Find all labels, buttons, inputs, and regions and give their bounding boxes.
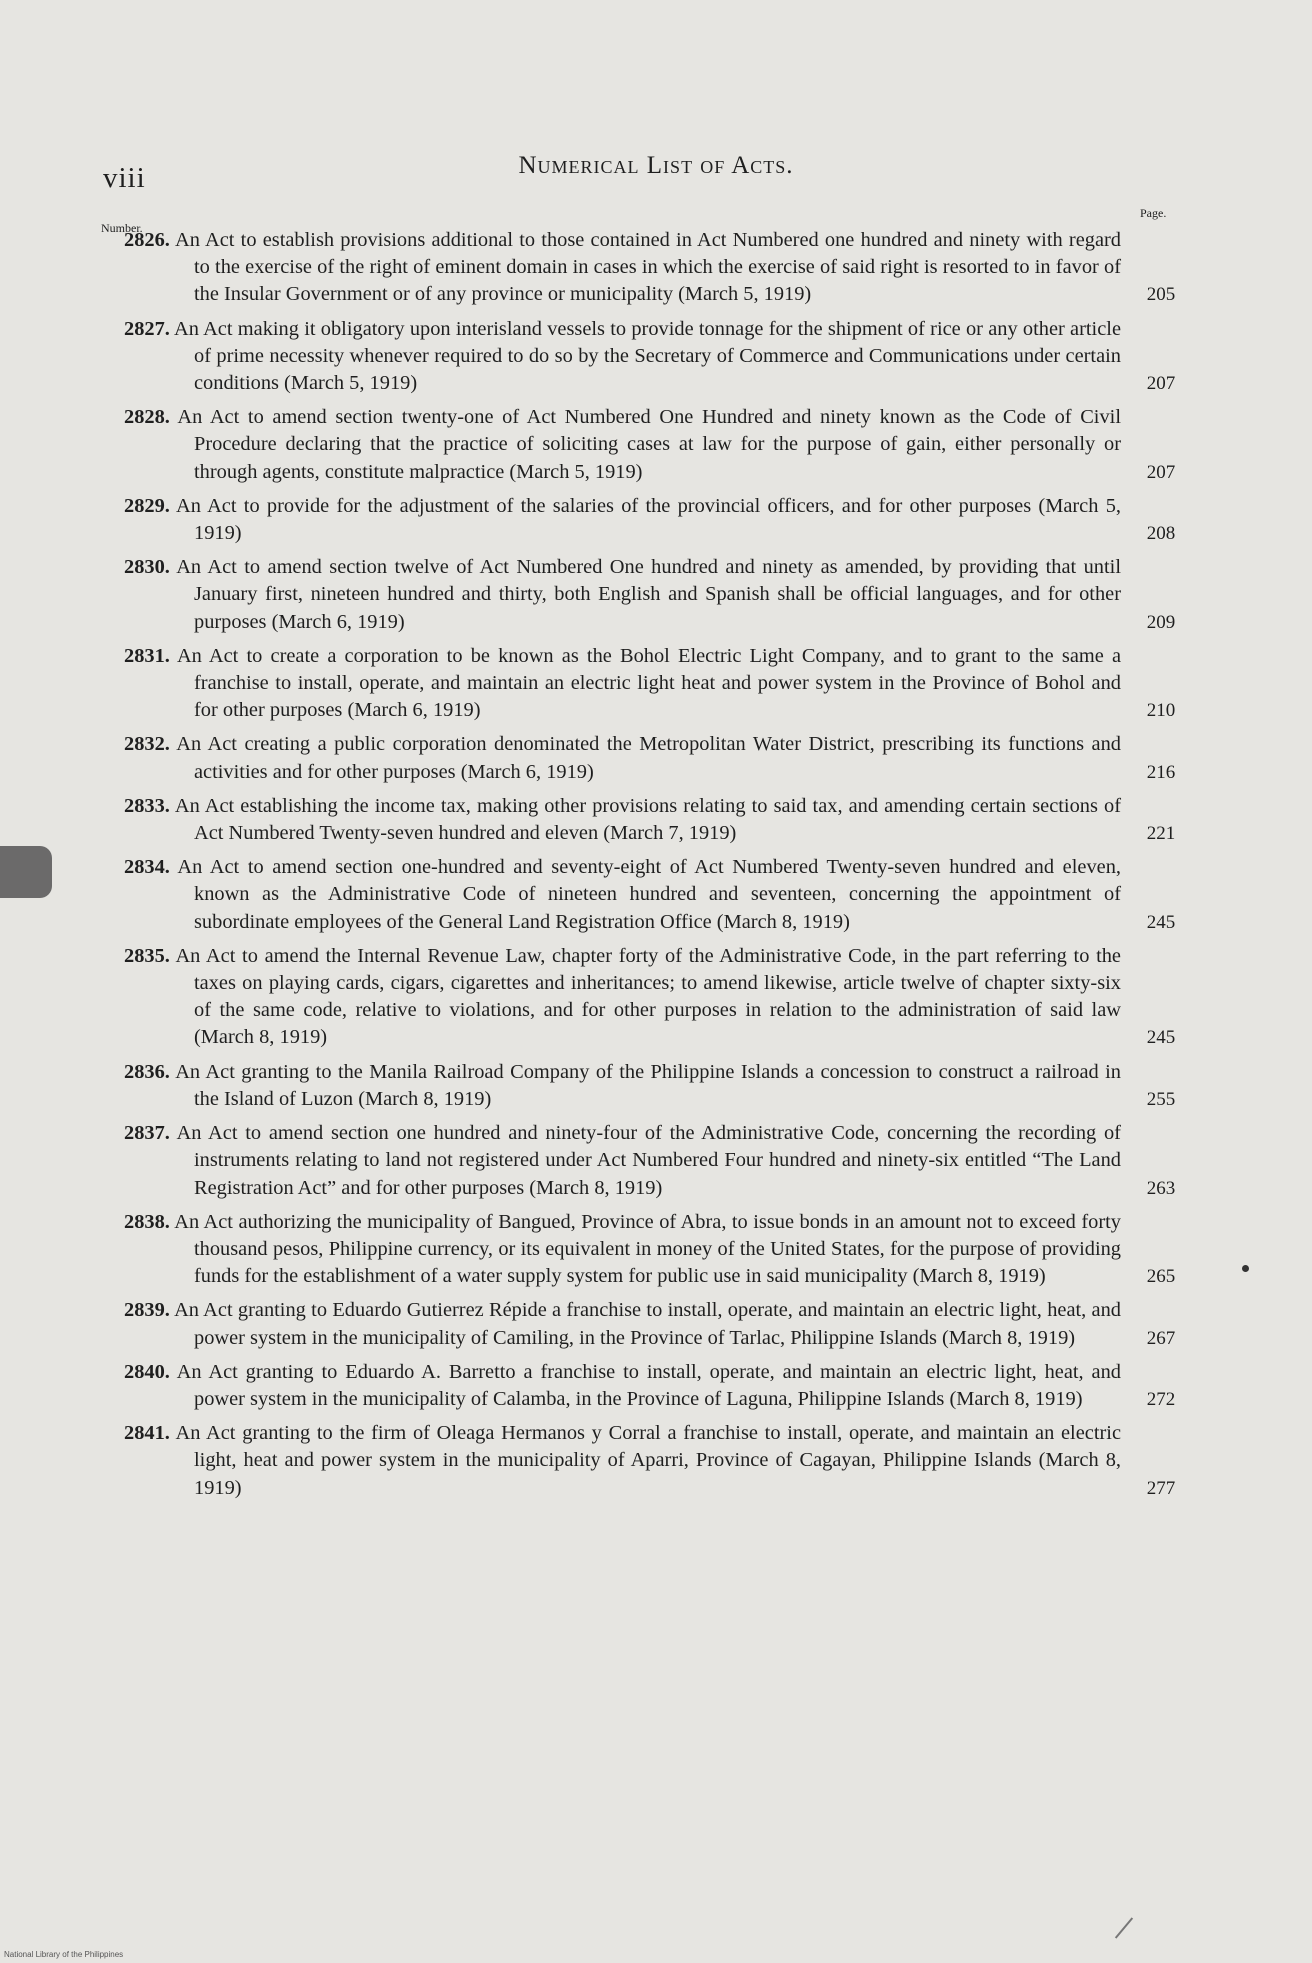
- act-title: An Act establishing the income tax, making other provisions relating to said tax, and amending certain sections of Act Numbered Twenty-seven hundred and eleven (March 7, 1919): [174, 794, 1121, 845]
- act-number: 2832.: [124, 733, 170, 756]
- list-item: [101, 943, 1201, 1052]
- act-title: An Act granting to the Manila Railroad Company of the Philippine Islands a concession to construct a railroad in the Island of Luzon (March 8, 1919): [175, 1060, 1121, 1110]
- act-title: An Act to amend section one-hundred and seventy-eight of Act Numbered Twenty-seven hundred and eleven, known as the Administrative Code of nineteen hundred and seventeen, concerning the appointment of subordinate employees of the General Land Registration Office (March 8, 1919): [177, 856, 1121, 933]
- column-header-number: Number.: [101, 221, 143, 235]
- act-number: 2829.: [124, 494, 170, 517]
- list-item: [101, 316, 1201, 398]
- list-item: [101, 1297, 1201, 1351]
- act-page: 205: [1146, 284, 1176, 306]
- act-number: 2833.: [124, 794, 170, 817]
- act-number: 2838.: [124, 1210, 170, 1233]
- act-number: 2831.: [124, 644, 170, 667]
- act-title: An Act to establish provisions additional to those contained in Act Numbered one hundred and ninety with regard to the exercise of the right of eminent domain in cases in which the exercise of said right is resorted to in favor of the Insular Government or of any province or municipality (March 5, 1919): [174, 229, 1121, 306]
- list-item: [101, 1209, 1201, 1291]
- scan-thumb-mark: [0, 846, 52, 898]
- act-title: An Act authorizing the municipality of Bangued, Province of Abra, to issue bonds in an amount not to exceed forty thousand pesos, Philippine currency, or its equivalent in money of the United States, for the purpose of providing funds for the establishment of a water supply system for public use in said municipality (March 8, 1919): [174, 1210, 1121, 1288]
- act-page: 267: [1146, 1327, 1176, 1349]
- act-number: 2836.: [124, 1060, 170, 1083]
- act-number: 2834.: [124, 856, 170, 879]
- act-title: An Act granting to Eduardo A. Barretto a franchise to install, operate, and maintain an electric light, heat, and power system in the municipality of Calamba, in the Province of Laguna, Philippine Islands (March 8, 1919): [176, 1360, 1121, 1410]
- act-page: 245: [1146, 1027, 1176, 1049]
- act-number: 2840.: [124, 1360, 170, 1383]
- list-item: [101, 731, 1201, 785]
- act-number: 2826.: [124, 229, 170, 251]
- list-item: [101, 1059, 1201, 1113]
- page-title: Numerical List of Acts.: [518, 152, 794, 179]
- act-number: 2835.: [124, 944, 170, 967]
- act-title: An Act to amend section twelve of Act Numbered One hundred and ninety as amended, by providing that until January first, nineteen hundred and thirty, both English and Spanish shall be official languages, and for other purposes (March 6, 1919): [176, 556, 1121, 633]
- act-title: An Act to provide for the adjustment of the salaries of the provincial officers, and for other purposes (March 5, 1919): [176, 494, 1121, 545]
- act-page: 208: [1146, 523, 1176, 545]
- act-page: 265: [1146, 1266, 1176, 1288]
- act-title: An Act to amend section one hundred and ninety-four of the Administrative Code, concerning the recording of instruments relating to land not registered under Act Numbered Four hundred and ninety-six entitled “The Land Registration Act” and for other purposes (March 8, 1919): [176, 1122, 1121, 1199]
- list-item: [101, 1359, 1201, 1413]
- act-title: An Act to amend the Internal Revenue Law, chapter forty of the Administrative Code, in the part referring to the taxes on playing cards, cigars, cigarettes and inheritances; to amend likewise, article twelve of chapter sixty-six of the same code, relative to violations, and for other purposes in relation to the administration of said law (March 8, 1919): [175, 944, 1121, 1049]
- list-item: [101, 404, 1201, 486]
- acts-list: [101, 227, 1201, 1509]
- act-title: An Act granting to Eduardo Gutierrez Répide a franchise to install, operate, and maintain an electric light, heat, and power system in the municipality of Camiling, in the Province of Tarlac, Philippine Islands (March 8, 1919): [174, 1299, 1122, 1349]
- act-page: 207: [1146, 373, 1176, 395]
- act-page: 210: [1146, 700, 1176, 722]
- act-page: 272: [1146, 1388, 1176, 1410]
- act-number: 2841.: [124, 1422, 170, 1445]
- column-header-page: Page.: [1140, 206, 1167, 220]
- list-item: [101, 793, 1201, 847]
- act-number: 2827.: [124, 317, 170, 340]
- act-title: An Act making it obligatory upon interisland vessels to provide tonnage for the shipment of rice or any other article of prime necessity whenever required to do so by the Secretary of Commerce and Communications under certain conditions (March 5, 1919): [174, 317, 1121, 395]
- act-page: 221: [1146, 823, 1176, 845]
- act-page: 216: [1146, 761, 1176, 783]
- act-title: An Act granting to the firm of Oleaga Hermanos y Corral a franchise to install, operate, and maintain an electric light, heat and power system in the municipality of Aparri, Province of Cagayan, Philippine Islands (March 8, 1919): [175, 1422, 1121, 1499]
- act-page: 207: [1146, 461, 1176, 483]
- list-item: [101, 227, 1201, 309]
- act-number: 2837.: [124, 1122, 170, 1145]
- act-page: 209: [1146, 611, 1176, 633]
- list-item: [101, 493, 1201, 547]
- act-page: 255: [1146, 1088, 1176, 1110]
- list-item: [101, 643, 1201, 725]
- act-number: 2830.: [124, 556, 170, 579]
- act-title: An Act creating a public corporation denominated the Metropolitan Water District, prescribing its functions and activities and for other purposes (March 6, 1919): [176, 733, 1121, 783]
- act-page: 277: [1146, 1477, 1176, 1499]
- act-number: 2839.: [124, 1299, 170, 1322]
- act-title: An Act to amend section twenty-one of Act Numbered One Hundred and ninety known as the Code of Civil Procedure declaring that the practice of soliciting cases at law for the purpose of gain, either personally or through agents, constitute malpractice (March 5, 1919): [177, 406, 1121, 483]
- list-item: [101, 854, 1201, 936]
- library-stamp: National Library of the Philippines: [4, 1950, 124, 1959]
- ink-dot: [1242, 1265, 1249, 1272]
- list-item: [101, 1420, 1201, 1502]
- list-item: [101, 1120, 1201, 1202]
- pencil-mark: [1115, 1917, 1133, 1938]
- act-title: An Act to create a corporation to be known as the Bohol Electric Light Company, and to grant to the same a franchise to install, operate, and maintain an electric light heat and power system in the Province of Bohol and for other purposes (March 6, 1919): [176, 644, 1121, 722]
- act-page: 263: [1146, 1177, 1176, 1199]
- page-number: viii: [103, 162, 146, 194]
- act-number: 2828.: [124, 406, 170, 429]
- act-page: 245: [1146, 911, 1176, 933]
- list-item: [101, 554, 1201, 636]
